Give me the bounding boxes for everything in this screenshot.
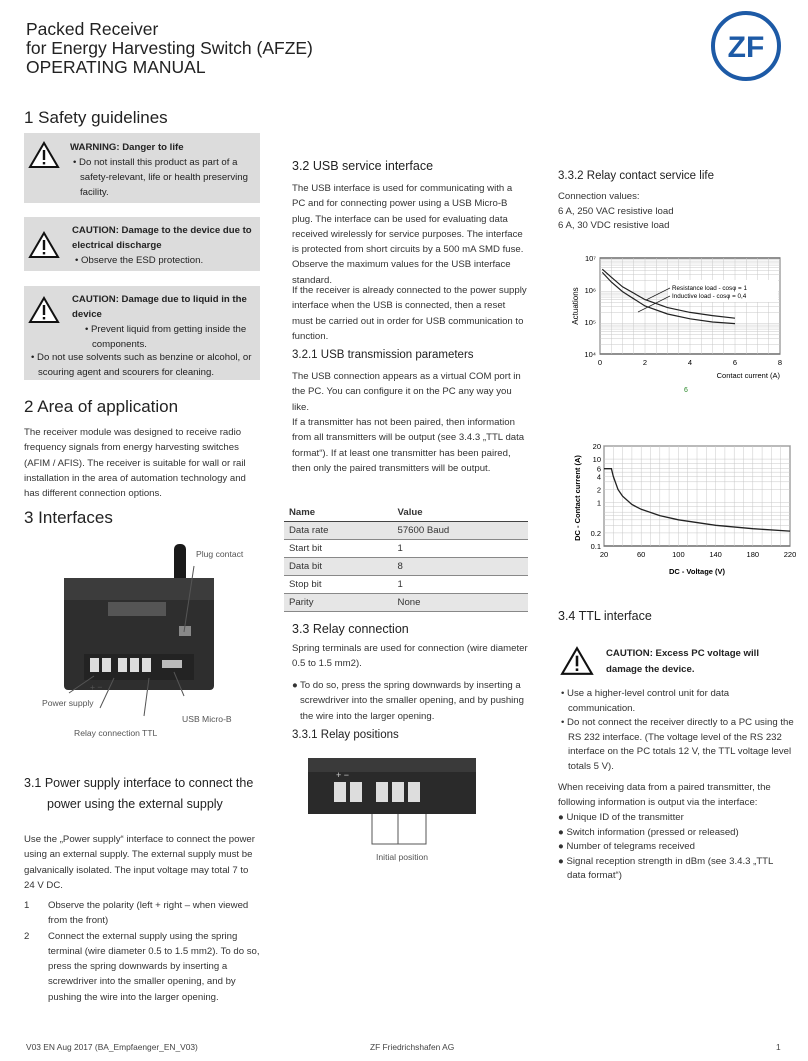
table-cell: Data bit (284, 558, 393, 576)
ttl-bullet-1: • Use a higher-level control unit for data communication. (561, 688, 730, 714)
dc-breaking-chart (558, 436, 797, 584)
y-tick-label: 20 (592, 442, 601, 451)
section-2-title: 2 Area of application (24, 397, 179, 416)
ttl-bullets (558, 687, 794, 774)
y-tick-label: 2 (596, 485, 601, 495)
warning-triangle-icon (28, 296, 60, 324)
section-3-1-title-line-1: 3.1 Power supply interface to connect the (24, 776, 254, 790)
table-header-name: Name (284, 503, 393, 522)
caution-2-text: • Observe the ESD protection. (75, 255, 204, 266)
connection-values-dc: 6 A, 30 VDC resistive load (558, 220, 670, 231)
y-tick-label: 4 (596, 472, 601, 482)
y-tick-label: 10 (592, 455, 601, 465)
table-row (284, 522, 528, 540)
label-relay-connection: Relay connection (74, 728, 140, 738)
caution-2-title: CAUTION: Damage to the device due to electrical discharge (72, 225, 252, 251)
service-life-chart-svg (558, 250, 792, 400)
caution-box-discharge (24, 217, 260, 271)
caution-3-text-2: • Do not use solvents such as benzine or alcohol, or scouring agent and scourers for cleaning. (31, 352, 252, 378)
step-1-number: 1 (24, 900, 30, 911)
list-item: ● Signal reception strength in dBm (see 3.4.3 „TTL data format“) (558, 855, 774, 881)
table-cell: 8 (393, 558, 528, 576)
header-line-3: OPERATING MANUAL (26, 57, 206, 77)
section-3-2-1-text-1: The USB connection appears as a virtual COM port in the PC. You can configure it on the PC any way you like. (292, 371, 521, 413)
label-plus-minus: + − (90, 682, 103, 692)
section-3-3-text: Spring terminals are used for connection (wire diameter 0.5 to 1.5 mm2). (292, 643, 528, 670)
warning-triangle-icon (28, 231, 60, 259)
y-tick-label: 0.1 (590, 542, 601, 551)
power-supply-steps (24, 898, 260, 1005)
footer-page-number: 1 (776, 1042, 781, 1052)
relay-plus-minus: + − (336, 770, 350, 780)
section-3-3-bullet-text: To do so, press the spring downwards by inserting a screwdriver into the smaller opening, and by pushing the wire into the larger opening. (300, 680, 524, 722)
list-item: ● Number of telegrams received (558, 841, 695, 852)
receiver-figure (24, 536, 262, 756)
table-cell: 57600 Baud (393, 522, 528, 540)
x-tick-label: 4 (687, 358, 693, 367)
table-row (284, 576, 528, 594)
x-tick-label: 140 (709, 550, 722, 559)
section-3-2-1-text-2: If a transmitter has not been paired, then information from all transmitters will be output (see 3.4.3 „TTL data format“). If at least one transmitter has been paired, then only the paired transmitters will be output. (292, 417, 525, 474)
table-row (284, 540, 528, 558)
x-tick-label: 220 (783, 550, 797, 559)
table-cell: Stop bit (284, 576, 393, 594)
x-tick-label: 2 (642, 358, 648, 367)
connection-values-ac: 6 A, 250 VAC resistive load (558, 205, 674, 217)
connection-values (558, 190, 794, 234)
bullet-dot: ● (292, 680, 298, 691)
footer-document-id: V03 EN Aug 2017 (BA_Empfaenger_EN_V03) (26, 1042, 198, 1052)
table-header-value: Value (393, 503, 528, 522)
x-tick-label: 8 (777, 358, 783, 367)
dc-breaking-chart-svg (558, 436, 797, 584)
table-cell: Parity (284, 594, 393, 612)
section-3-title: 3 Interfaces (24, 508, 113, 527)
y-tick-label: 1 (596, 498, 601, 508)
caution-box-liquid (24, 286, 260, 380)
warning-1-title: WARNING: Danger to life (70, 142, 184, 153)
section-3-3-bullet (292, 678, 528, 724)
y-tick-label: 0.2 (590, 528, 601, 538)
ttl-info-item-1: Unique ID of the transmitter (566, 812, 684, 823)
x-tick-label: 0 (597, 358, 603, 367)
logo-text: ZF (727, 31, 765, 64)
table-row (284, 558, 528, 576)
ttl-info-list (558, 811, 794, 884)
label-power-supply: Power supply (42, 698, 94, 708)
table-cell: Start bit (284, 540, 393, 558)
ttl-info-item-3: Number of telegrams received (566, 841, 695, 852)
x-tick-label: 60 (637, 550, 646, 559)
section-2-text: The receiver module was designed to receive radio frequency signals from energy harvesting switches (AFIM / AFIS). The receiver is suitable for wall or rail installation in the area of automation technology and has different connection options. (24, 427, 246, 500)
warning-box-danger (24, 133, 260, 203)
y-axis-label: Actuations (571, 287, 580, 325)
caution-3-title: CAUTION: Damage due to liquid in the device (72, 294, 247, 320)
receiver-device-image (24, 536, 262, 756)
y-tick-label: 6 (596, 464, 601, 474)
section-3-2-1-title: 3.2.1 USB transmission parameters (292, 349, 474, 361)
ttl-info-item-4: Signal reception strength in dBm (see 3.4.3 „TTL data format“) (566, 855, 774, 881)
y-tick-label: 10⁴ (584, 350, 596, 359)
step-2-text: Connect the external supply using the spring terminal (wire diameter 0.5 to 1.5 mm2). To do so, press the spring downwards by inserting a screwdriver into the smaller opening, and by pushing the wire into the larger opening. (48, 930, 260, 1003)
ttl-info-item-2: Switch information (pressed or released) (566, 826, 739, 838)
section-3-2-text-1: The USB interface is used for communicating with a PC and for connecting power using a USB Micro-B plug. The interface can be used for evaluating data received wirelessly for service purposes. The interface is protected from short circuits by a 500 mA SMD fuse. Observe the maximum values for the USB interface standard. (292, 183, 524, 286)
relay-terminal-image (300, 752, 480, 864)
label-plug-contact: Plug contact (196, 549, 244, 559)
x-tick-label: 180 (746, 550, 760, 559)
header-line-2: for Energy Harvesting Switch (AFZE) (26, 38, 313, 58)
x-axis-label: Contact current (A) (716, 371, 780, 380)
list-item: ● Unique ID of the transmitter (558, 812, 684, 823)
service-life-chart (558, 250, 792, 400)
warning-triangle-icon (560, 646, 594, 676)
warning-1-text: • Do not install this product as part of a safety-relevant, life or health preserving facility. (73, 157, 248, 198)
ttl-caution-text: CAUTION: Excess PC voltage will damage the device. (606, 648, 760, 675)
section-3-3-title: 3.3 Relay connection (292, 622, 409, 636)
chart-footnote: 6 (684, 387, 688, 394)
x-tick-label: 6 (732, 358, 738, 367)
initial-position-label: Initial position (376, 852, 429, 862)
label-usb: USB Micro-B (182, 714, 232, 724)
warning-triangle-icon (28, 141, 60, 169)
ttl-caution (558, 644, 794, 680)
x-tick-label: 20 (599, 550, 609, 559)
y-axis-label: DC - Contact current (A) (573, 455, 582, 541)
usb-parameter-table (284, 503, 528, 612)
caution-3-text-1: • Prevent liquid from getting inside the components. (85, 324, 247, 350)
y-tick-label: 10⁶ (584, 286, 596, 295)
x-tick-label: 100 (672, 550, 685, 559)
y-tick-label: 10⁵ (584, 318, 596, 327)
step-1-text: Observe the polarity (left + right – when viewed from the front) (48, 900, 249, 927)
document-header (26, 20, 313, 77)
header-line-1: Packed Receiver (26, 19, 159, 39)
table-header-row (284, 503, 528, 522)
ttl-info-text: When receiving data from a paired transmitter, the following information is output via the interface: (558, 782, 771, 808)
section-3-4-title: 3.4 TTL interface (558, 609, 652, 623)
section-3-2-text-2: If the receiver is already connected to the power supply interface when the USB is connected, then a reset must be carried out in order for USB communication to function. (292, 285, 527, 342)
table-cell: 1 (393, 540, 528, 558)
legend-entry: Resistance load - cosφ = 1 (672, 285, 747, 292)
footer-company: ZF Friedrichshafen AG (370, 1042, 455, 1052)
step-1 (24, 898, 260, 929)
x-axis-label: DC - Voltage (V) (668, 567, 726, 576)
step-2 (24, 929, 260, 1005)
table-cell: None (393, 594, 528, 612)
y-tick-label: 10⁷ (584, 254, 596, 263)
label-ttl: TTL (142, 728, 158, 738)
table-cell: 1 (393, 576, 528, 594)
section-1-title: 1 Safety guidelines (24, 108, 168, 127)
ttl-bullet-2: • Do not connect the receiver directly to a PC using the RS 232 interface. (The voltage level of the RS 232 interface on the PC totals 12 V, the TTL voltage level totals 5 V). (561, 717, 794, 772)
legend-entry: Inductive load - cosφ = 0,4 (672, 293, 747, 300)
table-row (284, 594, 528, 612)
zf-logo (708, 8, 784, 84)
step-2-number: 2 (24, 930, 30, 942)
relay-positions-figure (300, 752, 480, 864)
connection-values-label: Connection values: (558, 191, 640, 202)
table-cell: Data rate (284, 522, 393, 540)
section-3-3-1-title: 3.3.1 Relay positions (292, 729, 399, 741)
section-3-1-text: Use the „Power supply“ interface to connect the power using an external supply. The external supply must be galvanically isolated. The input voltage may total 7 to 24 V DC. (24, 834, 255, 891)
section-3-1-title-line-2: power using the external supply (47, 797, 223, 811)
section-3-3-2-title: 3.3.2 Relay contact service life (558, 170, 714, 182)
list-item: ● Switch information (pressed or released) (558, 826, 739, 838)
section-3-2-title: 3.2 USB service interface (292, 159, 434, 173)
